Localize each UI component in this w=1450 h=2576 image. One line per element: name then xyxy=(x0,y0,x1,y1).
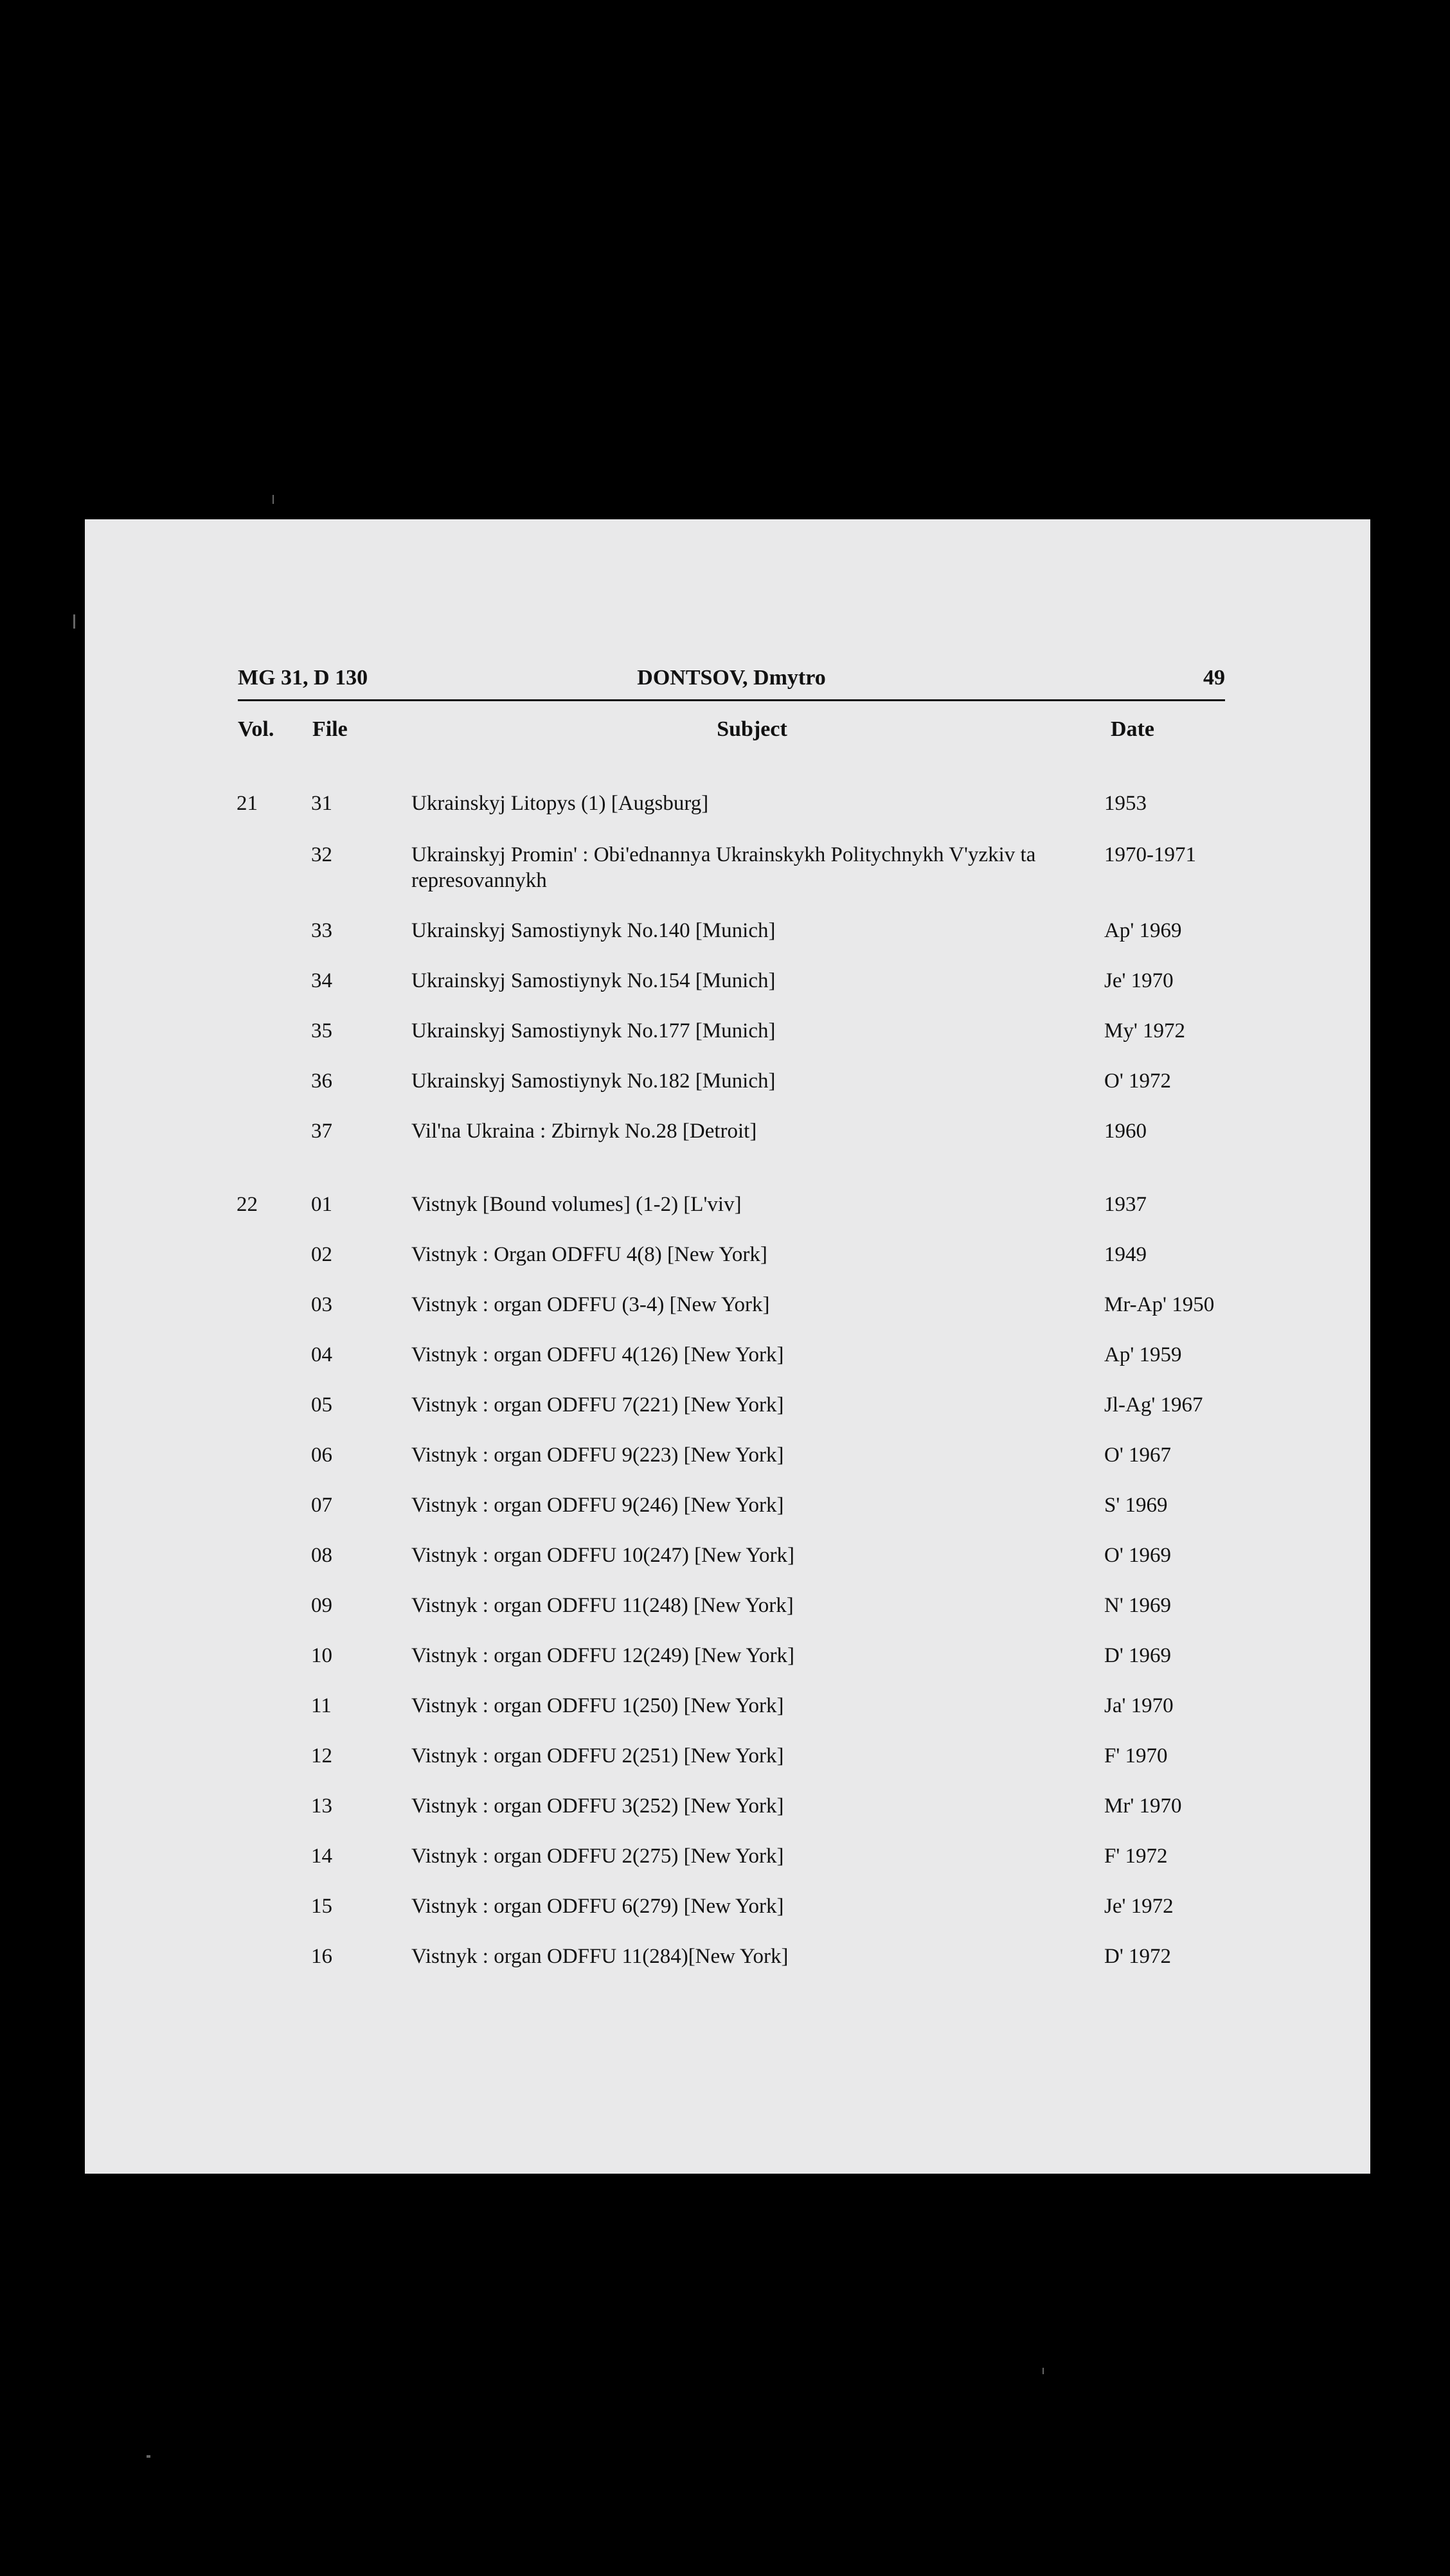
date-cell: Mr' 1970 xyxy=(1104,1794,1182,1818)
date-cell: F' 1972 xyxy=(1104,1845,1168,1868)
subject-cell: Vistnyk : organ ODFFU 1(250) [New York] xyxy=(411,1694,784,1717)
subject-cell: Vistnyk : Organ ODFFU 4(8) [New York] xyxy=(411,1243,767,1266)
subject-cell: Ukrainskyj Samostiynyk No.177 [Munich] xyxy=(411,1019,776,1042)
file-cell: 12 xyxy=(311,1744,332,1767)
subject-cell: Ukrainskyj Samostiynyk No.140 [Munich] xyxy=(411,919,776,942)
file-cell: 36 xyxy=(311,1069,332,1093)
file-cell: 11 xyxy=(311,1694,332,1717)
file-cell: 05 xyxy=(311,1393,332,1417)
subject-cell: Ukrainskyj Litopys (1) [Augsburg] xyxy=(411,792,709,815)
date-cell: F' 1970 xyxy=(1104,1744,1168,1767)
file-cell: 04 xyxy=(311,1343,332,1366)
column-header-date: Date xyxy=(1111,717,1154,741)
vol-cell: 22 xyxy=(237,1193,258,1216)
subject-cell: Vistnyk : organ ODFFU 10(247) [New York] xyxy=(411,1544,794,1567)
file-cell: 35 xyxy=(311,1019,332,1042)
collection-reference: MG 31, D 130 xyxy=(238,666,368,690)
subject-cell: Ukrainskyj Promin' : Obi'ednannya Ukrainskykh Politychnykh V'yzkiv ta represovannykh xyxy=(411,843,1036,892)
date-cell: Ap' 1959 xyxy=(1104,1343,1182,1366)
date-cell: 1953 xyxy=(1104,792,1147,815)
subject-cell: Vistnyk : organ ODFFU 2(275) [New York] xyxy=(411,1845,784,1868)
date-cell: Ap' 1969 xyxy=(1104,919,1182,942)
file-cell: 07 xyxy=(311,1494,332,1517)
date-cell: Ja' 1970 xyxy=(1104,1694,1174,1717)
date-cell: O' 1967 xyxy=(1104,1444,1172,1467)
subject-cell: Vistnyk : organ ODFFU (3-4) [New York] xyxy=(411,1293,770,1316)
date-cell: O' 1969 xyxy=(1104,1544,1172,1567)
file-cell: 10 xyxy=(311,1644,332,1667)
file-cell: 06 xyxy=(311,1444,332,1467)
file-cell: 01 xyxy=(311,1193,332,1216)
date-cell: Jl-Ag' 1967 xyxy=(1104,1393,1203,1417)
file-list xyxy=(85,519,1370,2174)
subject-cell: Vistnyk : organ ODFFU 4(126) [New York] xyxy=(411,1343,784,1366)
scan-speck xyxy=(1043,2368,1044,2374)
scan-speck xyxy=(73,614,75,629)
subject-cell: Vistnyk : organ ODFFU 12(249) [New York] xyxy=(411,1644,794,1667)
date-cell: 1960 xyxy=(1104,1120,1147,1143)
date-cell: 1949 xyxy=(1104,1243,1147,1266)
file-cell: 02 xyxy=(311,1243,332,1266)
date-cell: 1937 xyxy=(1104,1193,1147,1216)
date-cell: My' 1972 xyxy=(1104,1019,1186,1042)
subject-cell: Vistnyk : organ ODFFU 6(279) [New York] xyxy=(411,1895,784,1918)
date-cell: D' 1969 xyxy=(1104,1644,1172,1667)
date-cell: Je' 1972 xyxy=(1104,1895,1174,1918)
file-cell: 13 xyxy=(311,1794,332,1818)
date-cell: Mr-Ap' 1950 xyxy=(1104,1293,1215,1316)
subject-cell: Vistnyk : organ ODFFU 11(284)[New York] xyxy=(411,1945,789,1968)
file-cell: 09 xyxy=(311,1594,332,1617)
scan-speck xyxy=(273,495,274,504)
subject-cell: Vistnyk : organ ODFFU 2(251) [New York] xyxy=(411,1744,784,1767)
scanned-page xyxy=(85,519,1370,2174)
file-cell: 31 xyxy=(311,792,332,815)
subject-cell: Ukrainskyj Samostiynyk No.154 [Munich] xyxy=(411,969,776,992)
subject-cell: Ukrainskyj Samostiynyk No.182 [Munich] xyxy=(411,1069,776,1093)
subject-cell: Vistnyk : organ ODFFU 3(252) [New York] xyxy=(411,1794,784,1818)
column-header-file: File xyxy=(312,717,348,741)
scan-speck xyxy=(147,2455,150,2458)
file-cell: 03 xyxy=(311,1293,332,1316)
file-cell: 16 xyxy=(311,1945,332,1968)
column-header-vol: Vol. xyxy=(238,717,274,741)
file-cell: 08 xyxy=(311,1544,332,1567)
subject-cell: Vistnyk : organ ODFFU 9(223) [New York] xyxy=(411,1444,784,1467)
page-title: DONTSOV, Dmytro xyxy=(637,666,826,690)
subject-cell: Vistnyk : organ ODFFU 9(246) [New York] xyxy=(411,1494,784,1517)
date-cell: S' 1969 xyxy=(1104,1494,1168,1517)
file-cell: 34 xyxy=(311,969,332,992)
subject-cell: Vistnyk : organ ODFFU 11(248) [New York] xyxy=(411,1594,794,1617)
file-cell: 15 xyxy=(311,1895,332,1918)
subject-cell: Vistnyk : organ ODFFU 7(221) [New York] xyxy=(411,1393,784,1417)
date-cell: Je' 1970 xyxy=(1104,969,1174,992)
date-cell: D' 1972 xyxy=(1104,1945,1172,1968)
page-number: 49 xyxy=(1203,666,1225,690)
date-cell: O' 1972 xyxy=(1104,1069,1172,1093)
file-cell: 14 xyxy=(311,1845,332,1868)
subject-cell: Vistnyk [Bound volumes] (1-2) [L'viv] xyxy=(411,1193,742,1216)
file-cell: 37 xyxy=(311,1120,332,1143)
date-cell: N' 1969 xyxy=(1104,1594,1172,1617)
date-cell: 1970-1971 xyxy=(1104,843,1196,866)
column-header-subject: Subject xyxy=(717,717,787,741)
file-cell: 32 xyxy=(311,843,332,866)
subject-cell: Vil'na Ukraina : Zbirnyk No.28 [Detroit] xyxy=(411,1120,757,1143)
file-cell: 33 xyxy=(311,919,332,942)
vol-cell: 21 xyxy=(237,792,258,815)
